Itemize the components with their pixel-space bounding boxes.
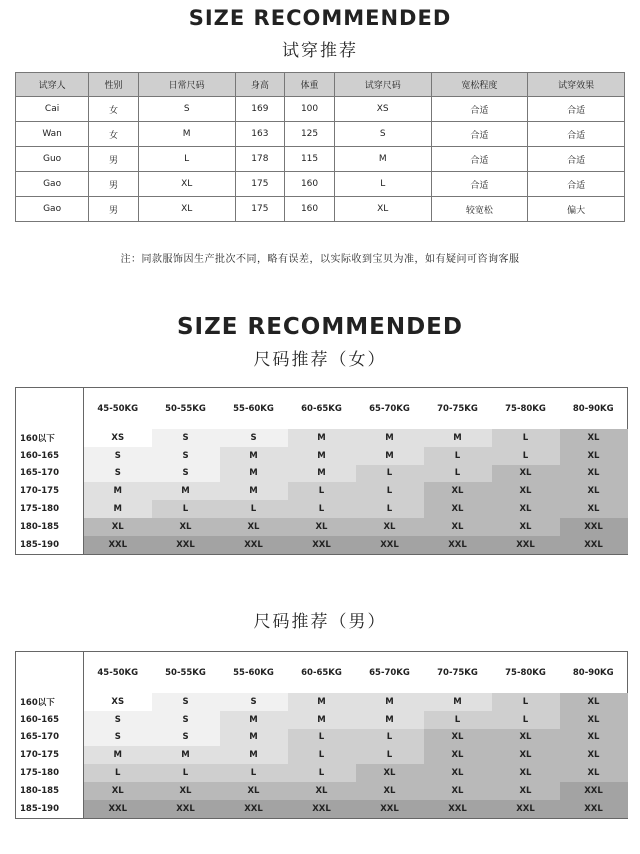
- table-cell: M: [334, 147, 431, 172]
- size-cell: XL: [560, 729, 628, 747]
- size-cell: M: [152, 482, 220, 500]
- table-cell: XS: [334, 97, 431, 122]
- size-cell: L: [356, 482, 424, 500]
- weight-header: 50-55KG: [152, 388, 220, 430]
- height-label: 170-175: [16, 746, 84, 764]
- size-cell: XXL: [560, 536, 628, 554]
- table-cell: 男: [89, 172, 139, 197]
- size-cell: M: [356, 711, 424, 729]
- size-cell: L: [492, 693, 560, 711]
- size-cell: XL: [356, 518, 424, 536]
- size-cell: XL: [560, 693, 628, 711]
- table-cell: 合适: [528, 122, 625, 147]
- table-row: [16, 122, 625, 147]
- height-label: 185-190: [16, 800, 84, 818]
- table-row: [16, 500, 628, 518]
- size-cell: L: [424, 465, 492, 483]
- size-cell: XL: [560, 429, 628, 447]
- size-cell: XL: [492, 729, 560, 747]
- table-cell: Gao: [16, 172, 89, 197]
- weight-header: 70-75KG: [424, 388, 492, 430]
- size-cell: XL: [492, 764, 560, 782]
- size-cell: M: [288, 465, 356, 483]
- size-cell: XXL: [424, 536, 492, 554]
- table-cell: 合适: [431, 147, 528, 172]
- height-label: 185-190: [16, 536, 84, 554]
- size-cell: S: [152, 693, 220, 711]
- size-grid-men: [15, 651, 628, 819]
- size-cell: M: [84, 500, 152, 518]
- size-cell: S: [152, 729, 220, 747]
- size-cell: XXL: [84, 536, 152, 554]
- size-cell: L: [288, 746, 356, 764]
- table-cell: 男: [89, 197, 139, 222]
- fitting-header-cell: 试穿效果: [528, 73, 625, 97]
- table-cell: M: [138, 122, 235, 147]
- size-cell: XL: [152, 782, 220, 800]
- table-row: [16, 746, 628, 764]
- weight-header: 65-70KG: [356, 652, 424, 694]
- size-cell: M: [356, 447, 424, 465]
- size-cell: XL: [424, 729, 492, 747]
- size-cell: S: [152, 711, 220, 729]
- table-row: [16, 693, 628, 711]
- size-cell: S: [220, 693, 288, 711]
- table-cell: 女: [89, 122, 139, 147]
- fitting-header-cell: 试穿尺码: [334, 73, 431, 97]
- size-cell: XXL: [560, 800, 628, 818]
- table-cell: Guo: [16, 147, 89, 172]
- size-cell: S: [84, 729, 152, 747]
- size-cell: M: [220, 447, 288, 465]
- fitting-table-header: [16, 73, 625, 97]
- weight-header: 70-75KG: [424, 652, 492, 694]
- size-cell: M: [356, 693, 424, 711]
- fitting-header-cell: 日常尺码: [138, 73, 235, 97]
- table-cell: Wan: [16, 122, 89, 147]
- size-cell: XS: [84, 693, 152, 711]
- size-cell: XL: [424, 782, 492, 800]
- table-row: [16, 482, 628, 500]
- height-label: 175-180: [16, 764, 84, 782]
- table-row: [16, 764, 628, 782]
- size-cell: XL: [84, 782, 152, 800]
- table-cell: 100: [285, 97, 335, 122]
- table-row: [16, 429, 628, 447]
- size-cell: XXL: [356, 536, 424, 554]
- table-cell: 160: [285, 197, 335, 222]
- table-cell: 合适: [528, 172, 625, 197]
- table-row: [16, 172, 625, 197]
- table-cell: 偏大: [528, 197, 625, 222]
- size-cell: XL: [492, 746, 560, 764]
- height-label: 180-185: [16, 518, 84, 536]
- weight-header: 55-60KG: [220, 652, 288, 694]
- size-cell: XL: [424, 764, 492, 782]
- weight-header: 80-90KG: [560, 388, 628, 430]
- size-cell: L: [356, 729, 424, 747]
- section3-title-cn: 尺码推荐（男）: [253, 612, 387, 632]
- size-cell: XL: [424, 518, 492, 536]
- table-cell: 115: [285, 147, 335, 172]
- table-cell: Gao: [16, 197, 89, 222]
- table-cell: 合适: [528, 147, 625, 172]
- size-cell: S: [220, 429, 288, 447]
- size-cell: M: [152, 746, 220, 764]
- weight-header: 55-60KG: [220, 388, 288, 430]
- size-cell: XL: [84, 518, 152, 536]
- size-cell: L: [356, 500, 424, 518]
- table-cell: Cai: [16, 97, 89, 122]
- height-label: 165-170: [16, 729, 84, 747]
- grid-corner: [16, 388, 84, 430]
- size-cell: M: [424, 429, 492, 447]
- table-cell: 169: [235, 97, 285, 122]
- table-cell: XL: [138, 197, 235, 222]
- size-cell: L: [424, 711, 492, 729]
- size-grid-women: [15, 387, 628, 555]
- height-label: 165-170: [16, 465, 84, 483]
- size-cell: L: [288, 482, 356, 500]
- table-cell: 175: [235, 197, 285, 222]
- size-cell: S: [84, 465, 152, 483]
- size-cell: M: [84, 746, 152, 764]
- size-cell: XL: [560, 764, 628, 782]
- table-row: [16, 518, 628, 536]
- size-cell: L: [288, 500, 356, 518]
- size-cell: L: [220, 500, 288, 518]
- table-row: [16, 800, 628, 818]
- height-label: 175-180: [16, 500, 84, 518]
- size-cell: XL: [220, 518, 288, 536]
- size-cell: M: [288, 711, 356, 729]
- size-cell: XL: [424, 482, 492, 500]
- table-row: [16, 197, 625, 222]
- size-cell: XL: [560, 482, 628, 500]
- size-cell: XXL: [220, 800, 288, 818]
- size-cell: XXL: [424, 800, 492, 818]
- size-cell: XXL: [84, 800, 152, 818]
- table-cell: XL: [138, 172, 235, 197]
- height-label: 160-165: [16, 447, 84, 465]
- size-cell: XS: [84, 429, 152, 447]
- size-cell: XL: [492, 482, 560, 500]
- height-label: 170-175: [16, 482, 84, 500]
- size-cell: XL: [560, 500, 628, 518]
- size-cell: XXL: [152, 536, 220, 554]
- table-cell: 178: [235, 147, 285, 172]
- weight-header: 45-50KG: [84, 388, 152, 430]
- table-row: [16, 465, 628, 483]
- size-cell: L: [492, 711, 560, 729]
- disclaimer-note: 注：同款服饰因生产批次不同，略有误差，以实际收到宝贝为准，如有疑问可咨询客服: [120, 254, 520, 265]
- table-row: [16, 711, 628, 729]
- size-cell: XXL: [356, 800, 424, 818]
- weight-header: 45-50KG: [84, 652, 152, 694]
- section1-title-en: SIZE RECOMMENDED: [188, 6, 452, 30]
- table-cell: 合适: [431, 172, 528, 197]
- table-cell: 合适: [431, 122, 528, 147]
- table-cell: XL: [334, 197, 431, 222]
- size-cell: XXL: [492, 536, 560, 554]
- height-label: 160-165: [16, 711, 84, 729]
- size-cell: S: [152, 429, 220, 447]
- size-cell: XL: [492, 500, 560, 518]
- size-cell: XL: [424, 746, 492, 764]
- table-cell: 男: [89, 147, 139, 172]
- fitting-table: [15, 72, 625, 222]
- weight-header: 75-80KG: [492, 652, 560, 694]
- size-cell: M: [220, 729, 288, 747]
- weight-header: 75-80KG: [492, 388, 560, 430]
- section1-title-cn: 试穿推荐: [282, 41, 358, 61]
- fitting-header-cell: 宽松程度: [431, 73, 528, 97]
- size-cell: XL: [152, 518, 220, 536]
- fitting-header-cell: 身高: [235, 73, 285, 97]
- size-cell: XXL: [220, 536, 288, 554]
- size-cell: M: [356, 429, 424, 447]
- size-cell: XL: [424, 500, 492, 518]
- size-cell: L: [152, 500, 220, 518]
- size-cell: XL: [288, 518, 356, 536]
- size-cell: M: [288, 429, 356, 447]
- size-cell: XL: [288, 782, 356, 800]
- table-row: [16, 447, 628, 465]
- weight-header: 80-90KG: [560, 652, 628, 694]
- size-cell: L: [288, 729, 356, 747]
- size-cell: L: [288, 764, 356, 782]
- size-cell: M: [424, 693, 492, 711]
- size-cell: L: [84, 764, 152, 782]
- size-cell: XXL: [288, 536, 356, 554]
- height-label: 160以下: [16, 429, 84, 447]
- size-cell: L: [424, 447, 492, 465]
- grid-corner: [16, 652, 84, 694]
- size-cell: XL: [560, 746, 628, 764]
- table-cell: S: [138, 97, 235, 122]
- size-cell: M: [220, 465, 288, 483]
- size-cell: XL: [220, 782, 288, 800]
- size-cell: XL: [492, 782, 560, 800]
- size-cell: M: [84, 482, 152, 500]
- size-cell: L: [356, 465, 424, 483]
- table-cell: S: [334, 122, 431, 147]
- table-cell: L: [138, 147, 235, 172]
- size-cell: XXL: [288, 800, 356, 818]
- table-cell: 女: [89, 97, 139, 122]
- table-row: [16, 97, 625, 122]
- size-cell: XXL: [152, 800, 220, 818]
- size-cell: XXL: [560, 782, 628, 800]
- table-cell: 合适: [528, 97, 625, 122]
- table-cell: 175: [235, 172, 285, 197]
- table-cell: 163: [235, 122, 285, 147]
- size-cell: XL: [356, 764, 424, 782]
- size-cell: L: [492, 447, 560, 465]
- weight-header: 60-65KG: [288, 652, 356, 694]
- size-cell: XXL: [492, 800, 560, 818]
- section2-title-cn: 尺码推荐（女）: [253, 350, 387, 370]
- size-cell: XL: [492, 465, 560, 483]
- size-cell: L: [220, 764, 288, 782]
- height-label: 180-185: [16, 782, 84, 800]
- height-label: 160以下: [16, 693, 84, 711]
- grid-header-row: [16, 388, 628, 430]
- table-row: [16, 729, 628, 747]
- weight-header: 50-55KG: [152, 652, 220, 694]
- table-cell: 合适: [431, 97, 528, 122]
- size-cell: M: [288, 693, 356, 711]
- fitting-header-cell: 性别: [89, 73, 139, 97]
- size-cell: L: [152, 764, 220, 782]
- size-cell: S: [152, 447, 220, 465]
- size-cell: M: [220, 711, 288, 729]
- size-cell: S: [152, 465, 220, 483]
- size-cell: S: [84, 447, 152, 465]
- size-cell: XL: [492, 518, 560, 536]
- fitting-header-cell: 体重: [285, 73, 335, 97]
- size-cell: L: [492, 429, 560, 447]
- table-cell: L: [334, 172, 431, 197]
- table-cell: 较宽松: [431, 197, 528, 222]
- size-cell: M: [220, 746, 288, 764]
- table-cell: 160: [285, 172, 335, 197]
- weight-header: 65-70KG: [356, 388, 424, 430]
- size-cell: M: [288, 447, 356, 465]
- size-cell: L: [356, 746, 424, 764]
- table-row: [16, 536, 628, 554]
- size-cell: XL: [560, 447, 628, 465]
- size-cell: S: [84, 711, 152, 729]
- weight-header: 60-65KG: [288, 388, 356, 430]
- size-cell: XL: [560, 465, 628, 483]
- section2-title-en: SIZE RECOMMENDED: [176, 314, 463, 340]
- size-cell: M: [220, 482, 288, 500]
- size-cell: XL: [560, 711, 628, 729]
- table-cell: 125: [285, 122, 335, 147]
- fitting-header-cell: 试穿人: [16, 73, 89, 97]
- table-row: [16, 147, 625, 172]
- size-cell: XXL: [560, 518, 628, 536]
- size-cell: XL: [356, 782, 424, 800]
- table-row: [16, 782, 628, 800]
- grid-header-row: [16, 652, 628, 694]
